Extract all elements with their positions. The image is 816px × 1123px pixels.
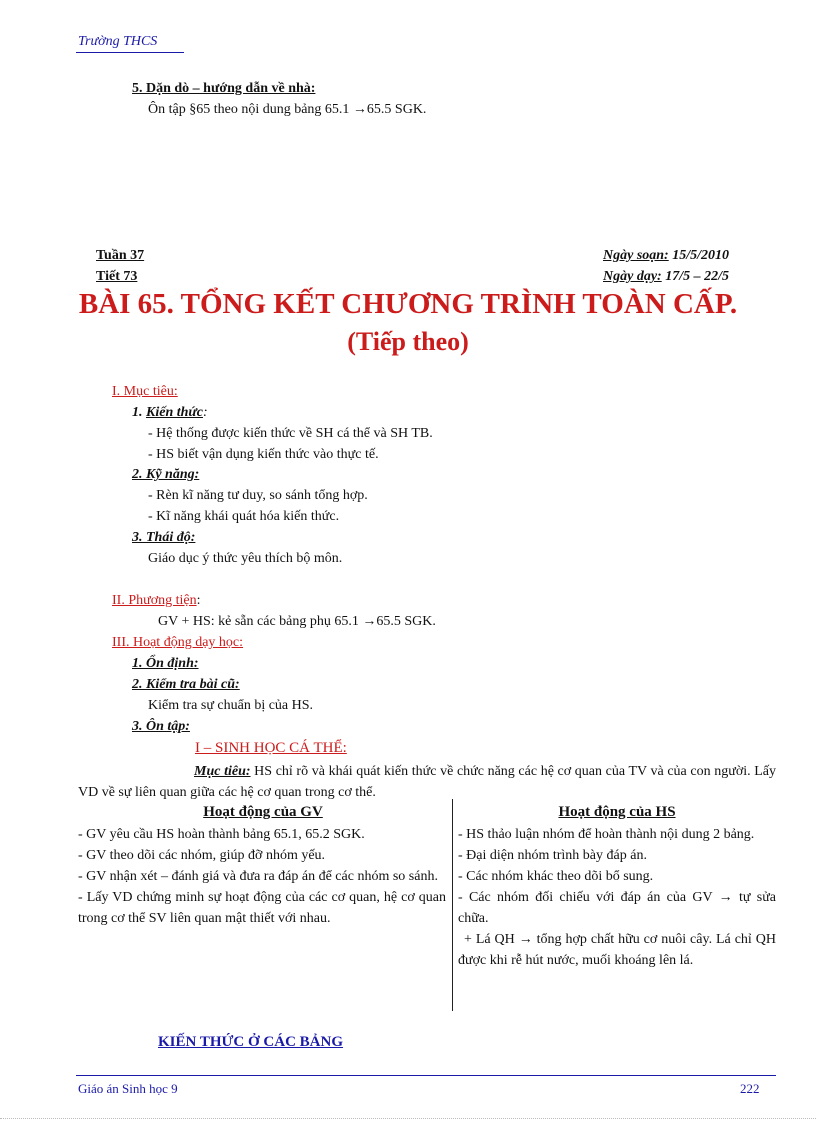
gv-activities bbox=[78, 824, 446, 929]
page-number: 222 bbox=[740, 1081, 760, 1096]
goal-label: Mục tiêu: bbox=[194, 764, 251, 779]
gv-item: - GV nhận xét – đánh giá và đưa ra đáp án để các nhóm so sánh. bbox=[78, 869, 438, 884]
goal-text: HS chỉ rõ và khái quát kiến thức về chức năng các hệ cơ quan của TV và của con người. Lấy VD về sự liên quan giữa các hệ cơ quan trong cơ thể. bbox=[78, 764, 777, 800]
school-header: Trường THCS bbox=[78, 34, 158, 49]
attitude-heading: 3. Thái độ: bbox=[132, 530, 196, 545]
hs-item: + Lá QH → tổng hợp chất hữu cơ nuôi cây. Lá chỉ QH được khi rễ hút nước, muối khoáng lên lá. bbox=[458, 932, 776, 968]
means-heading bbox=[112, 593, 201, 609]
hs-activities bbox=[458, 824, 776, 971]
goal-paragraph bbox=[78, 761, 776, 803]
teach-label: Ngày dạy: bbox=[603, 269, 662, 284]
means-text: GV + HS: kẻ sẵn các bảng phụ 65.1 →65.5 SGK. bbox=[158, 614, 436, 629]
page-edge bbox=[0, 1118, 816, 1119]
check-heading: 2. Kiểm tra bài cũ: bbox=[132, 677, 240, 692]
prep-date-value: 15/5/2010 bbox=[672, 248, 730, 263]
teach-date-value: 17/5 – 22/5 bbox=[665, 269, 729, 284]
skills-heading: 2. Kỹ năng: bbox=[132, 467, 200, 482]
homework-heading bbox=[132, 81, 315, 97]
gv-item: - GV theo dõi các nhóm, giúp đỡ nhóm yếu. bbox=[78, 848, 326, 863]
footer-line bbox=[76, 1075, 776, 1076]
prep-label: Ngày soạn: bbox=[603, 248, 669, 263]
gv-column-header: Hoạt động của GV bbox=[203, 804, 323, 820]
gv-item: - GV yêu cầu HS hoàn thành bảng 65.1, 65.2 SGK. bbox=[78, 827, 365, 842]
objectives-heading bbox=[112, 384, 178, 400]
objectives-heading-text: I. Mục tiêu: bbox=[112, 384, 178, 399]
knowledge-colon: : bbox=[203, 405, 208, 420]
skills-item: - Kĩ năng khái quát hóa kiến thức. bbox=[148, 509, 340, 524]
activities-heading bbox=[112, 635, 243, 651]
activities-heading-text: III. Hoạt động dạy học: bbox=[112, 635, 244, 650]
knowledge-item: - HS biết vận dụng kiến thức vào thực tế. bbox=[148, 447, 379, 462]
week-label: Tuần 37 bbox=[96, 248, 145, 263]
hs-item: - Các nhóm đối chiếu với đáp án của GV → tự sửa chữa. bbox=[458, 890, 776, 926]
hs-item: - Các nhóm khác theo dõi bổ sung. bbox=[458, 869, 654, 884]
review-heading: 3. Ôn tập: bbox=[132, 719, 190, 734]
knowledge-item: - Hệ thống được kiến thức về SH cá thể và SH TB. bbox=[148, 426, 433, 441]
lesson-number: Tiết 73 bbox=[96, 269, 138, 284]
check-text: Kiểm tra sự chuẩn bị của HS. bbox=[148, 698, 314, 713]
knowledge-label: Kiến thức bbox=[146, 405, 204, 420]
lesson-subtitle: (Tiếp theo) bbox=[347, 327, 469, 356]
stabilize-heading: 1. Ổn định: bbox=[132, 656, 199, 671]
section-title: I – SINH HỌC CÁ THỂ: bbox=[195, 740, 347, 756]
prep-date bbox=[603, 248, 729, 264]
teach-date bbox=[603, 269, 729, 285]
header-underline bbox=[76, 52, 184, 53]
homework-text: Ôn tập §65 theo nội dung bảng 65.1 →65.5 SGK. bbox=[148, 102, 427, 117]
knowledge-num: 1. bbox=[132, 405, 143, 420]
table-divider bbox=[452, 799, 453, 1011]
knowledge-heading bbox=[132, 405, 208, 421]
hs-item: - HS thảo luận nhóm để hoàn thành nội dung 2 bảng. bbox=[458, 827, 755, 842]
footer-title: Giáo án Sinh học 9 bbox=[78, 1081, 178, 1096]
lesson-title: BÀI 65. TỔNG KẾT CHƯƠNG TRÌNH TOÀN CẤP. bbox=[78, 288, 738, 320]
skills-item: - Rèn kĩ năng tư duy, so sánh tổng hợp. bbox=[148, 488, 368, 503]
gv-item: - Lấy VD chứng minh sự hoạt động của các cơ quan, hệ cơ quan trong cơ thể SV liên quan mật thiết với nhau. bbox=[78, 890, 446, 926]
attitude-text: Giáo dục ý thức yêu thích bộ môn. bbox=[148, 551, 343, 566]
hs-item: - Đại diện nhóm trình bày đáp án. bbox=[458, 848, 647, 863]
means-colon: : bbox=[196, 593, 201, 608]
knowledge-tables-link[interactable]: KIẾN THỨC Ở CÁC BẢNG bbox=[158, 1034, 344, 1050]
homework-heading-text: 5. Dặn dò – hướng dẫn về nhà: bbox=[132, 81, 316, 96]
hs-column-header: Hoạt động của HS bbox=[558, 804, 676, 820]
means-heading-text: II. Phương tiện bbox=[112, 593, 197, 608]
